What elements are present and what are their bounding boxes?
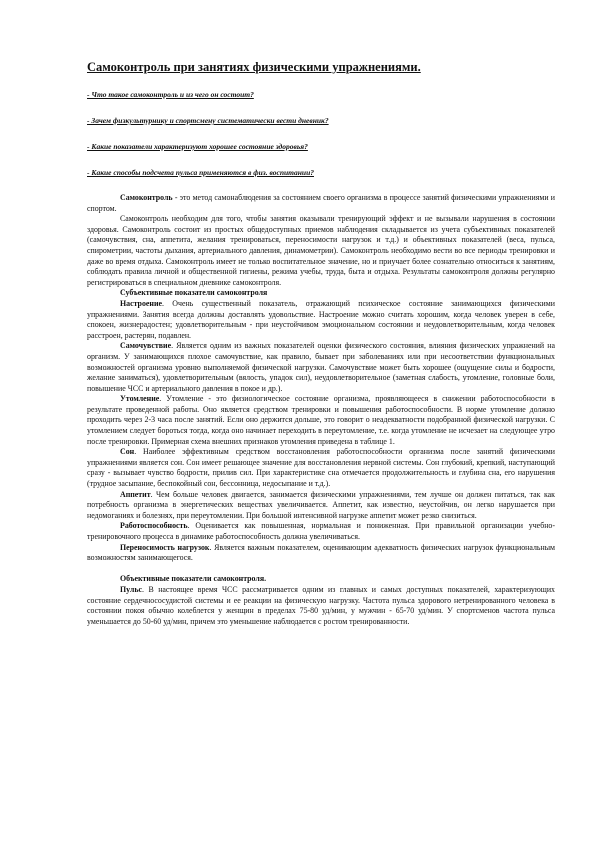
paragraph-self-control-definition xyxy=(87,193,555,214)
paragraph-work-capacity xyxy=(87,521,555,542)
paragraph-appetite xyxy=(87,490,555,522)
paragraph-text: . Чем больше человек двигается, занимается физическими упражнениями, тем лучше он должен питаться, так как потребность организма в энергетических веществах увеличивается. Аппетит, как известно, неустойчив, он легко нарушается при недомоганиях и болезнях, при переутомлении. При большой интенсивной нагрузке аппетит может резко снизиться. xyxy=(87,489,555,520)
paragraph-text: . Оценивается как повышенная, нормальная и пониженная. При правильной организации учебно-тренировочного процесса в динамике работоспособность должна увеличиваться. xyxy=(87,521,555,541)
paragraph-text: . Является важным показателем, оценивающим адекватность физических нагрузок функциональным возможностям занимающегося. xyxy=(87,542,555,563)
paragraph-sleep xyxy=(87,447,555,489)
paragraph-text: . Является одним из важных показателей оценки физического состояния, влияния физических упражнений на организм. У занимающихся плохое самочувствие, как правило, бывает при заболеваниях или при несоответствии функциональных возможностей организма уровню выполняемой физической нагрузки. Самочувствие может быть хорошее (ощущение силы и бодрости, желание заниматься), удовлетворительным (вялость, упадок сил), неудовлетворительное (заметная слабость, утомление, головные боли, повышение ЧСС и артериального давления в покое и др.). xyxy=(87,341,555,393)
question-1: - Что такое самоконтроль и из чего он состоит? xyxy=(87,90,254,99)
term-load-tolerance: Переносимость нагрузок xyxy=(120,542,210,552)
term-pulse: Пульс xyxy=(120,584,142,594)
document-title: Самоконтроль при занятиях физическими упражнениями. xyxy=(87,60,421,74)
section-heading-subjective: Субъективные показатели самоконтроля xyxy=(120,288,268,298)
question-4: - Какие способы подсчета пульса применяются в физ. воспитании? xyxy=(87,168,314,177)
paragraph-pulse xyxy=(87,585,555,627)
section-heading-objective: Объективные показатели самоконтроля. xyxy=(120,574,267,584)
paragraph-text: . Утомление - это физиологическое состояние организма, проявляющееся в снижении работоспособности в результате проведенной работы. Оно является средством тренировки и повышения работоспособности. В норме утомление должно проходить через 2-3 часа после занятий. Если оно держится дольше, это говорит о неадекватности подобранной физической нагрузки. С утомлением следует бороться тогда, когда оно начинает переходить в переутомление, т.е. когда утомление не исчезает на следующее утро после тренировки. Примерная схема внешних признаков утомления приведена в таблице 1. xyxy=(87,394,555,446)
question-2: - Зачем физкультурнику и спортсмену систематически вести дневник? xyxy=(87,116,329,125)
paragraph-wellbeing xyxy=(87,341,555,394)
term-mood: Настроение xyxy=(120,298,162,308)
paragraph-self-control-purpose: Самоконтроль необходим для того, чтобы занятия оказывали тренирующий эффект и не вызывали нарушения в состоянии здоровья. Самоконтроль состоит из простых общедоступных приемов наблюдения складывается из учета субъективных показателей (самочувствия, сна, аппетита, желания тренироваться, переносимости нагрузок и т.д.) и объективных показателей (веса, пульса, спирометрии, частоты дыхания, артериального давления, динамометрии). Самоконтроль необходимо вести во все периоды тренировки и даже во время отдыха. Самоконтроль имеет не только воспитательное значение, но и приучает более сознательно относиться к занятиям, соблюдать правила личной и общественной гигиены, режима учебы, труда, быта и отдыха. Результаты самоконтроля должны регулярно регистрироваться в специальном дневнике самоконтроля. xyxy=(87,214,555,287)
paragraph-mood xyxy=(87,299,555,341)
term-work-capacity: Работоспособность xyxy=(120,521,188,531)
paragraph-load-tolerance xyxy=(87,543,555,564)
paragraph-text: - это метод самонаблюдения за состоянием своего организма в процессе занятий физическими упражнениями и спортом. xyxy=(87,193,555,213)
document-page xyxy=(87,60,555,627)
spacer xyxy=(87,564,555,575)
paragraph-text: . Наиболее эффективным средством восстановления работоспособности организма после занятий физическими упражнениями является сон. Сон имеет решающее значение для восстановления нервной системы. Сон глубокий, крепкий, наступающий сразу - вызывает чувство бодрости, прилив сил. При характеристике сна отмечается продолжительность и глубина сна, его нарушения (трудное засыпание, беспокойный сон, бессонница, недосыпание и т.д.). xyxy=(87,447,555,489)
term-fatigue: Утомление xyxy=(120,394,160,404)
paragraph-text: . Очень существенный показатель, отражающий психическое состояние занимающихся физическими упражнениями. Занятия всегда должны доставлять удовольствие. Настроение можно считать хорошим, когда человек уверен в себе, спокоен, жизнерадостен; удовлетворительным - при неустойчивом эмоциональном состоянии и неудовлетворительным, когда человек расстроен, растерян, подавлен. xyxy=(87,298,555,340)
question-3: - Какие показатели характеризуют хорошее состояние здоровья? xyxy=(87,142,308,151)
term-appetite: Аппетит xyxy=(120,489,151,499)
paragraph-fatigue xyxy=(87,394,555,447)
term-self-control: Самоконтроль xyxy=(120,193,173,202)
term-sleep: Сон xyxy=(120,447,135,457)
document-body xyxy=(87,193,555,627)
paragraph-text: . В настоящее время ЧСС рассматривается одним из главных и самых доступных показателей, характеризующих состояние сердечнососудистой системы и ее реакции на физическую нагрузку. Частота пульса здорового нетренированного человека в состоянии покоя обычно колеблется у женщин в пределах 75-80 уд/мин, у мужчин - 65-70 уд/мин. У спортсменов частота пульса уменьшается до 50-60 уд/мин, причем это уменьшение наблюдается с ростом тренированности. xyxy=(87,584,555,626)
term-wellbeing: Самочувствие xyxy=(120,341,172,351)
